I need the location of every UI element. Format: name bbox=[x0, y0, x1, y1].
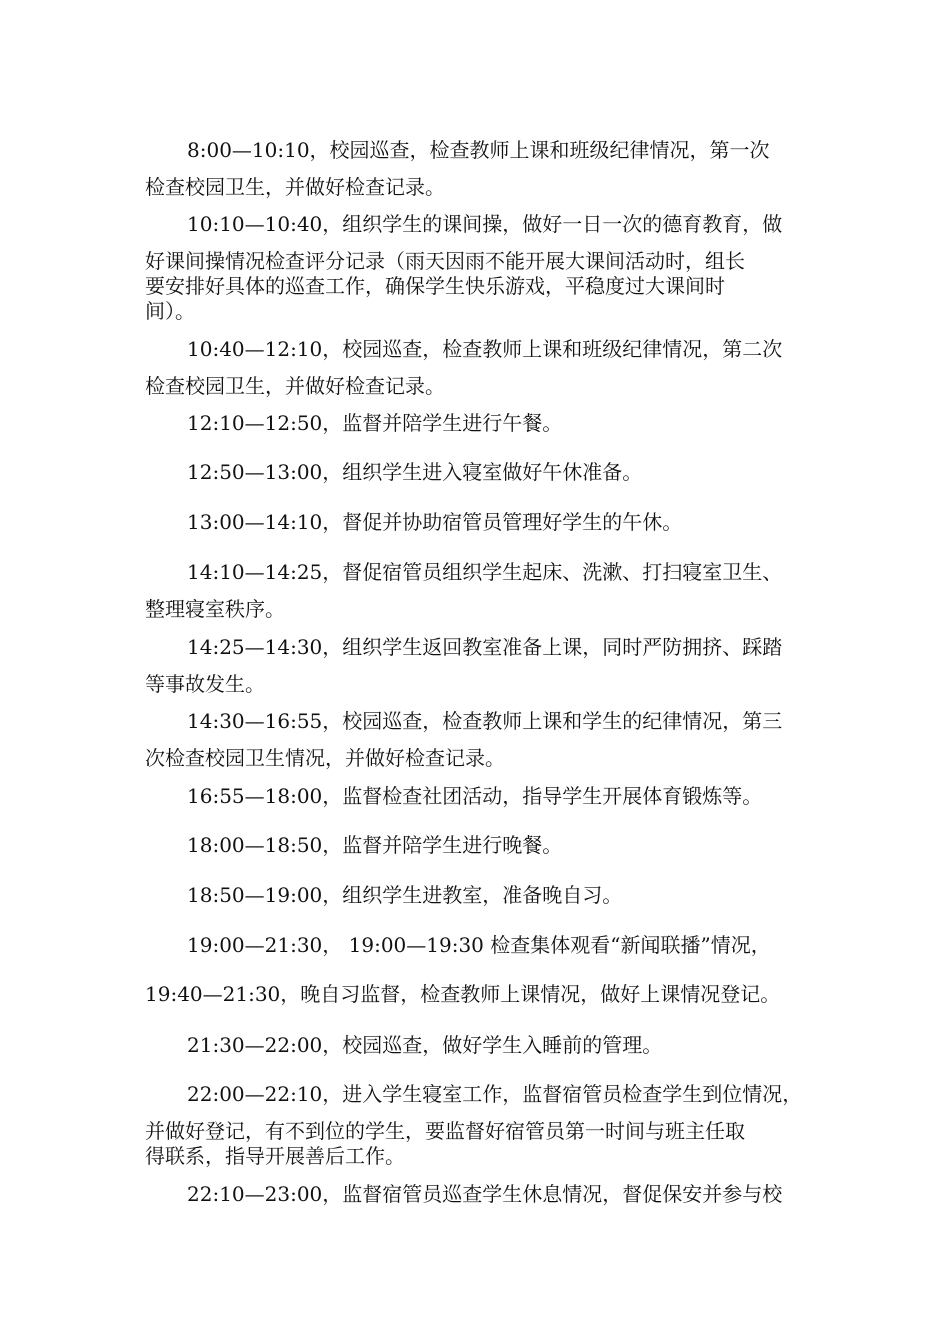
text-line: 16:55—18:00，监督检查社团活动，指导学生开展体育锻炼等。 bbox=[187, 784, 763, 808]
text-line: 19:00—21:30， 19:00—19:30 检查集体观看“新闻联播”情况， bbox=[187, 933, 771, 957]
text-line: 次检查校园卫生情况，并做好检查记录。 bbox=[145, 746, 505, 770]
paragraph bbox=[145, 510, 807, 535]
text-line: 间）。 bbox=[145, 299, 195, 323]
text-line: 19:40—21:30，晚自习监督，检查教师上课情况，做好上课情况登记。 bbox=[145, 982, 781, 1006]
paragraph bbox=[145, 1082, 807, 1169]
text-line: 等事故发生。 bbox=[145, 672, 265, 696]
paragraph bbox=[145, 411, 807, 436]
text-line: 8:00—10:10，校园巡查，检查教师上课和班级纪律情况，第一次 bbox=[187, 138, 770, 162]
text-line: 14:30—16:55，校园巡查，检查教师上课和学生的纪律情况，第三 bbox=[187, 709, 783, 733]
paragraph bbox=[145, 709, 807, 771]
text-line: 14:10—14:25，督促宿管员组织学生起床、洗漱、打扫寝室卫生、 bbox=[187, 560, 783, 584]
text-line: 22:10—23:00，监督宿管员巡查学生休息情况，督促保安并参与校 bbox=[187, 1182, 783, 1206]
paragraph bbox=[145, 933, 807, 1007]
text-line: 21:30—22:00，校园巡查，做好学生入睡前的管理。 bbox=[187, 1033, 663, 1057]
text-line: 并做好登记，有不到位的学生，要监督好宿管员第一时间与班主任取 bbox=[145, 1119, 745, 1143]
paragraph bbox=[145, 635, 807, 697]
text-line: 10:10—10:40，组织学生的课间操，做好一日一次的德育教育，做 bbox=[187, 212, 783, 236]
paragraph bbox=[145, 560, 807, 622]
paragraph bbox=[145, 460, 807, 485]
text-line: 要安排好具体的巡查工作，确保学生快乐游戏，平稳度过大课间时 bbox=[145, 274, 725, 298]
paragraph bbox=[145, 337, 807, 399]
paragraph bbox=[145, 883, 807, 908]
paragraph bbox=[145, 138, 807, 200]
text-line: 10:40—12:10，校园巡查，检查教师上课和班级纪律情况，第二次 bbox=[187, 337, 783, 361]
paragraph bbox=[145, 833, 807, 858]
text-line: 12:10—12:50，监督并陪学生进行午餐。 bbox=[187, 411, 563, 435]
text-line: 22:00—22:10，进入学生寝室工作，监督宿管员检查学生到位情况， bbox=[187, 1082, 803, 1106]
text-line: 12:50—13:00，组织学生进入寝室做好午休准备。 bbox=[187, 460, 643, 484]
paragraph bbox=[145, 784, 807, 809]
text-line: 检查校园卫生，并做好检查记录。 bbox=[145, 374, 445, 398]
paragraph bbox=[145, 212, 807, 324]
text-line: 整理寝室秩序。 bbox=[145, 597, 285, 621]
paragraph bbox=[145, 1182, 807, 1207]
text-line: 13:00—14:10，督促并协助宿管员管理好学生的午休。 bbox=[187, 510, 683, 534]
text-line: 14:25—14:30，组织学生返回教室准备上课，同时严防拥挤、踩踏 bbox=[187, 635, 783, 659]
paragraph bbox=[145, 1033, 807, 1058]
text-line: 得联系，指导开展善后工作。 bbox=[145, 1144, 405, 1168]
text-line: 好课间操情况检查评分记录（雨天因雨不能开展大课间活动时，组长 bbox=[145, 249, 745, 273]
text-line: 18:50—19:00，组织学生进教室，准备晚自习。 bbox=[187, 883, 623, 907]
text-line: 18:00—18:50，监督并陪学生进行晚餐。 bbox=[187, 833, 563, 857]
text-line: 检查校园卫生，并做好检查记录。 bbox=[145, 175, 445, 199]
